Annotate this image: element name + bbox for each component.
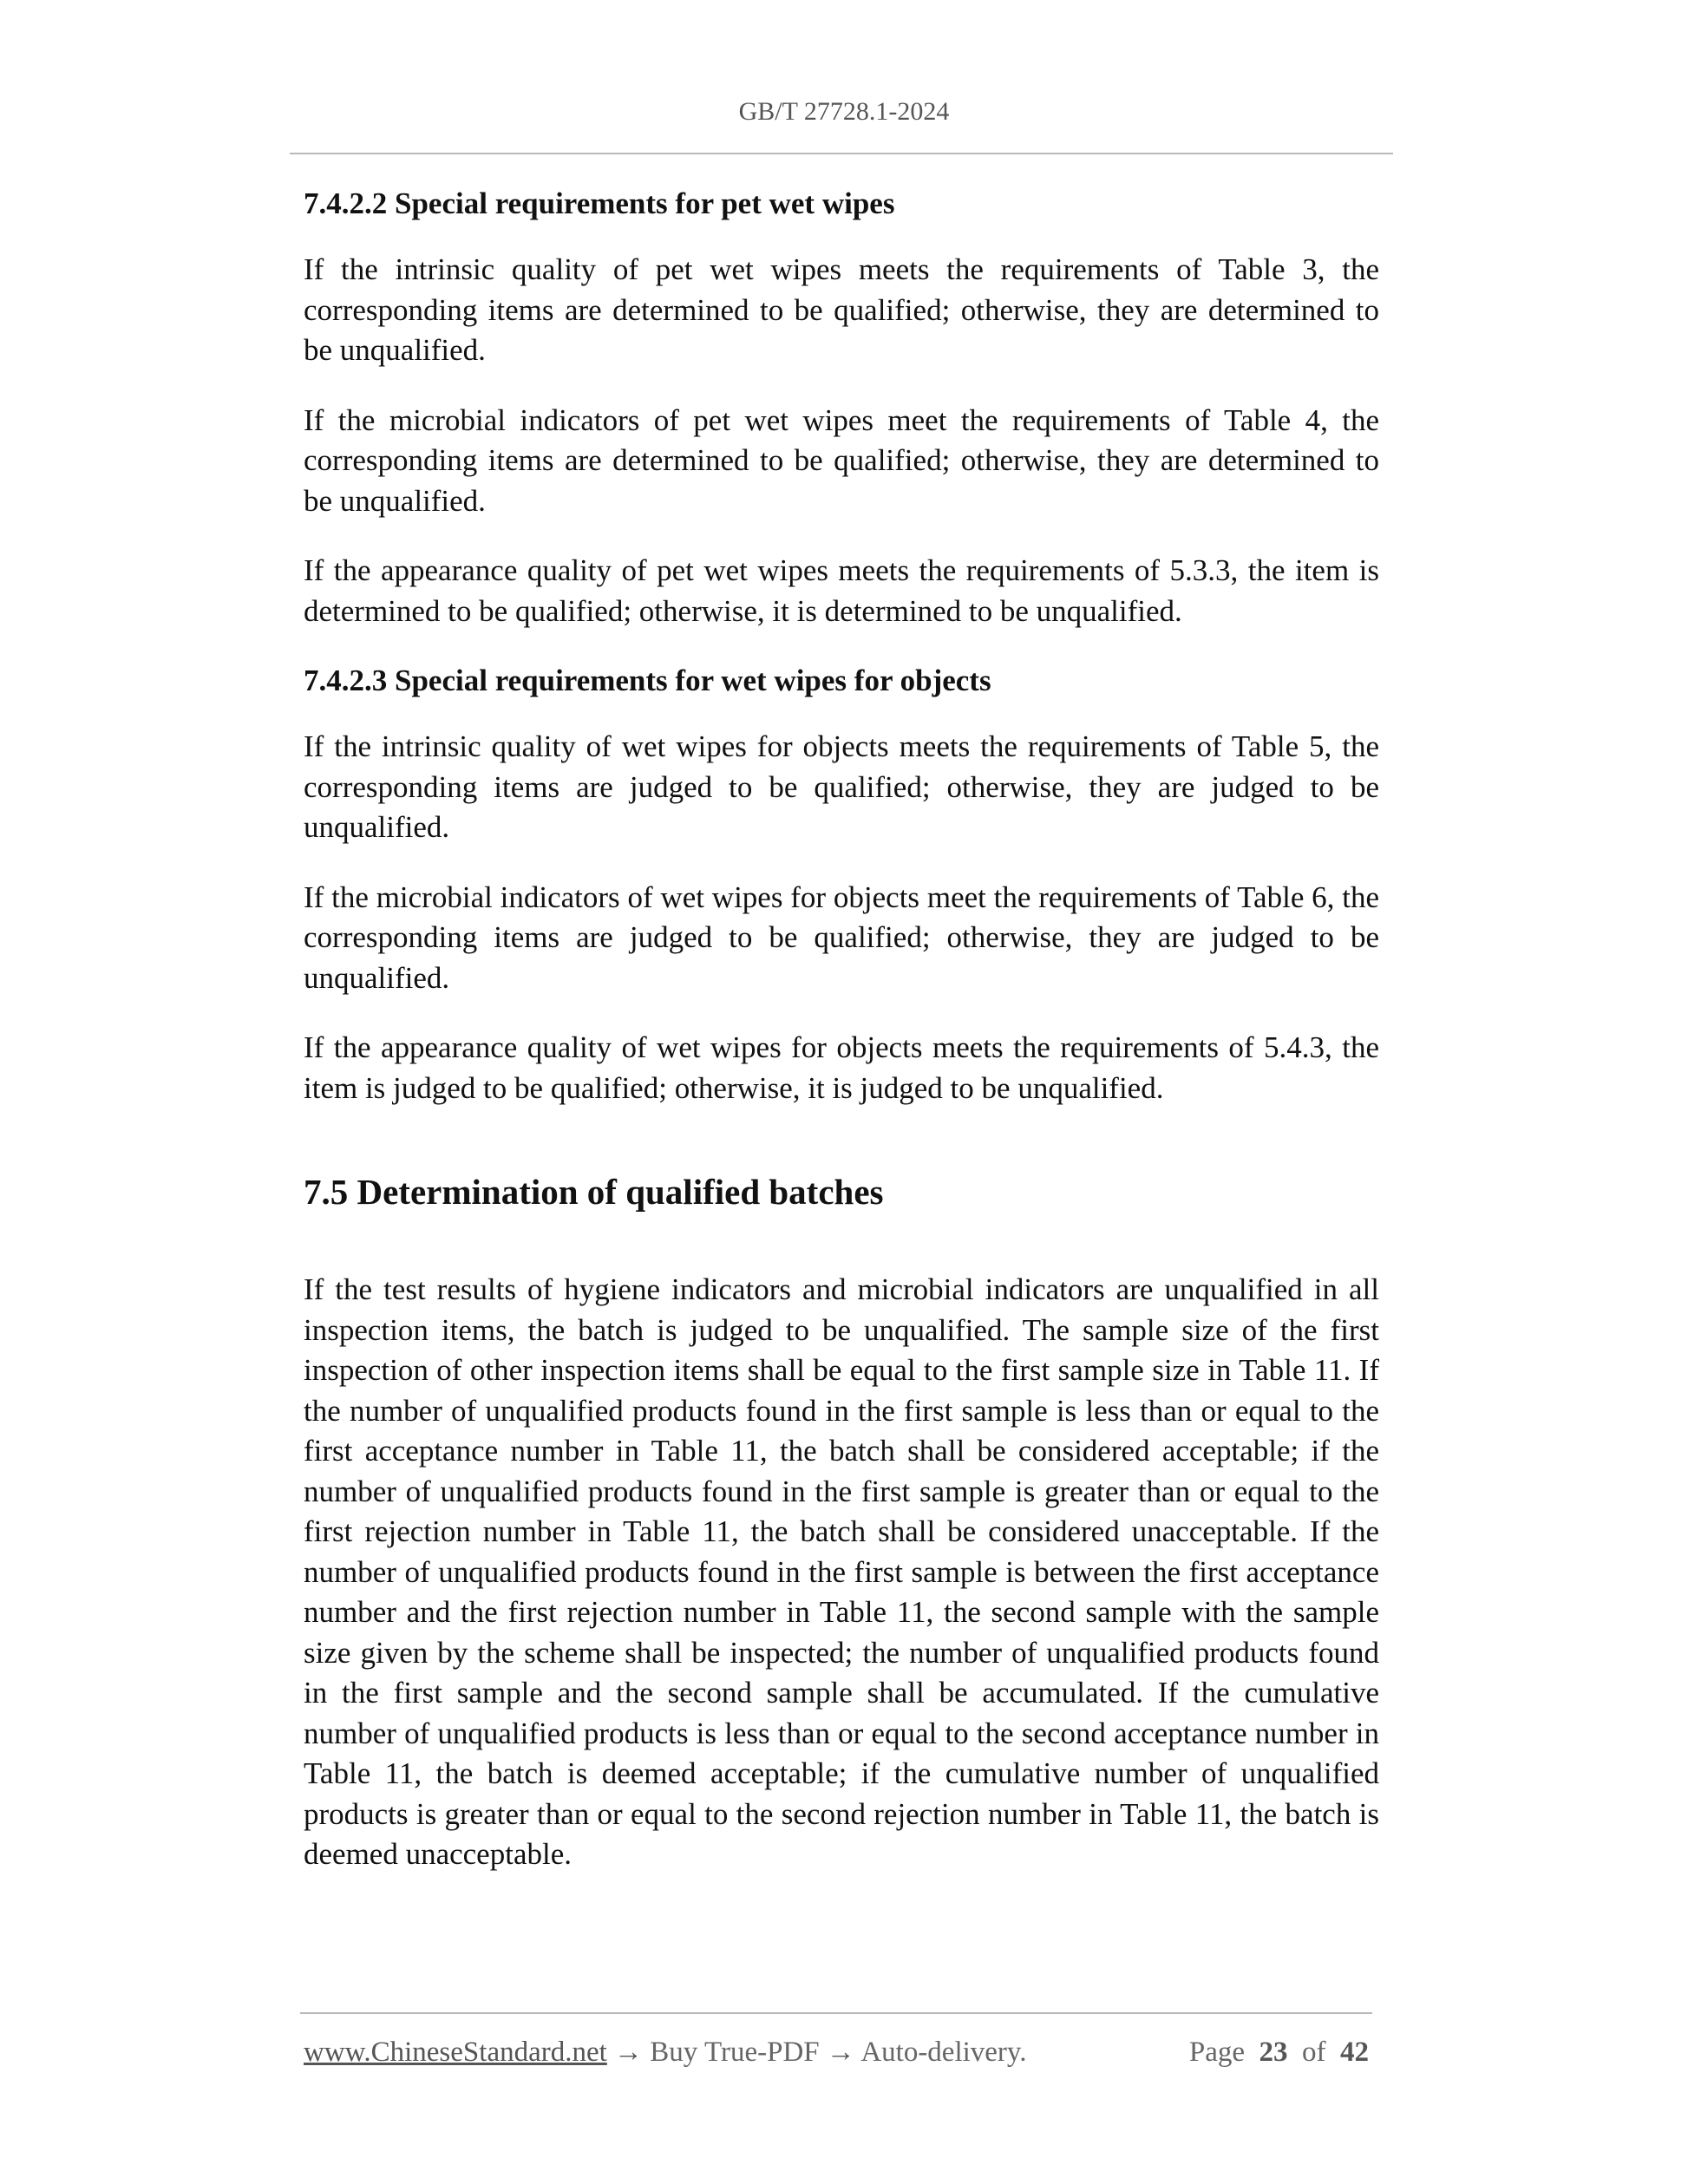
page-number: 23 — [1259, 2037, 1288, 2068]
page-header-title: GB/T 27728.1-2024 — [738, 97, 950, 126]
section-heading-7-5: 7.5 Determination of qualified batches — [304, 1172, 884, 1212]
header-divider — [290, 153, 1393, 154]
paragraph: If the intrinsic quality of wet wipes for objects meets the requirements of Table 5, the corresponding items are judged to be qualified; otherwise, they are judged to be unqualified. — [304, 729, 1379, 844]
document-body — [304, 184, 1379, 1905]
paragraph: If the microbial indicators of wet wipes for objects meet the requirements of Table 6, the corresponding items are judged to be qualified; otherwise, they are judged to be unqualified. — [304, 879, 1379, 995]
paragraph: If the microbial indicators of pet wet wipes meet the requirements of Table 4, the corresponding items are determined to be qualified; otherwise, they are determined to be unqualified. — [304, 402, 1379, 518]
auto-delivery-text: Auto-delivery. — [860, 2037, 1027, 2068]
total-pages: 42 — [1340, 2037, 1369, 2068]
paragraph: If the intrinsic quality of pet wet wipes meets the requirements of Table 3, the corresponding items are determined to be qualified; otherwise, they are determined to be unqualified. — [304, 252, 1379, 367]
page-label: Page — [1188, 2037, 1245, 2068]
footer-divider — [300, 2012, 1372, 2014]
paragraph: If the test results of hygiene indicators and microbial indicators are unqualified in all inspection items, the batch is judged to be unqualified. The sample size of the first inspection of other inspection items shall be equal to the first sample size in Table 11. If the number of unqualified products found in the first sample is less than or equal to the first acceptance number in Table 11, the batch shall be considered acceptable; if the number of unqualified products found in the first sample is greater than or equal to the first rejection number in Table 11, the batch shall be considered unacceptable. If the number of unqualified products found in the first sample is between the first acceptance number and the first rejection number in Table 11, the second sample with the sample size given by the scheme shall be inspected; the number of unqualified products found in the first sample and the second sample shall be accumulated. If the cumulative number of unqualified products is less than or equal to the second acceptance number in Table 11, the batch is deemed acceptable; if the cumulative number of unqualified products is greater than or equal to the second rejection number in Table 11, the batch is deemed unacceptable. — [304, 1272, 1379, 1871]
section-heading-7-4-2-3: 7.4.2.3 Special requirements for wet wipes for objects — [304, 664, 991, 697]
section-heading-7-4-2-2: 7.4.2.2 Special requirements for pet wet wipes — [304, 186, 895, 220]
paragraph: If the appearance quality of wet wipes for objects meets the requirements of 5.4.3, the item is judged to be qualified; otherwise, it is judged to be unqualified. — [304, 1030, 1379, 1105]
paragraph: If the appearance quality of pet wet wipes meets the requirements of 5.3.3, the item is determined to be qualified; otherwise, it is determined to be unqualified. — [304, 553, 1379, 628]
buy-true-pdf-text: Buy True-PDF — [650, 2037, 820, 2068]
of-label: of — [1302, 2037, 1326, 2068]
arrow-right-icon: → — [826, 2037, 855, 2068]
footer-promo — [304, 2033, 1027, 2071]
website-link[interactable]: www.ChineseStandard.net — [304, 2037, 607, 2068]
arrow-right-icon: → — [614, 2037, 644, 2068]
page-indicator — [1189, 2033, 1369, 2071]
